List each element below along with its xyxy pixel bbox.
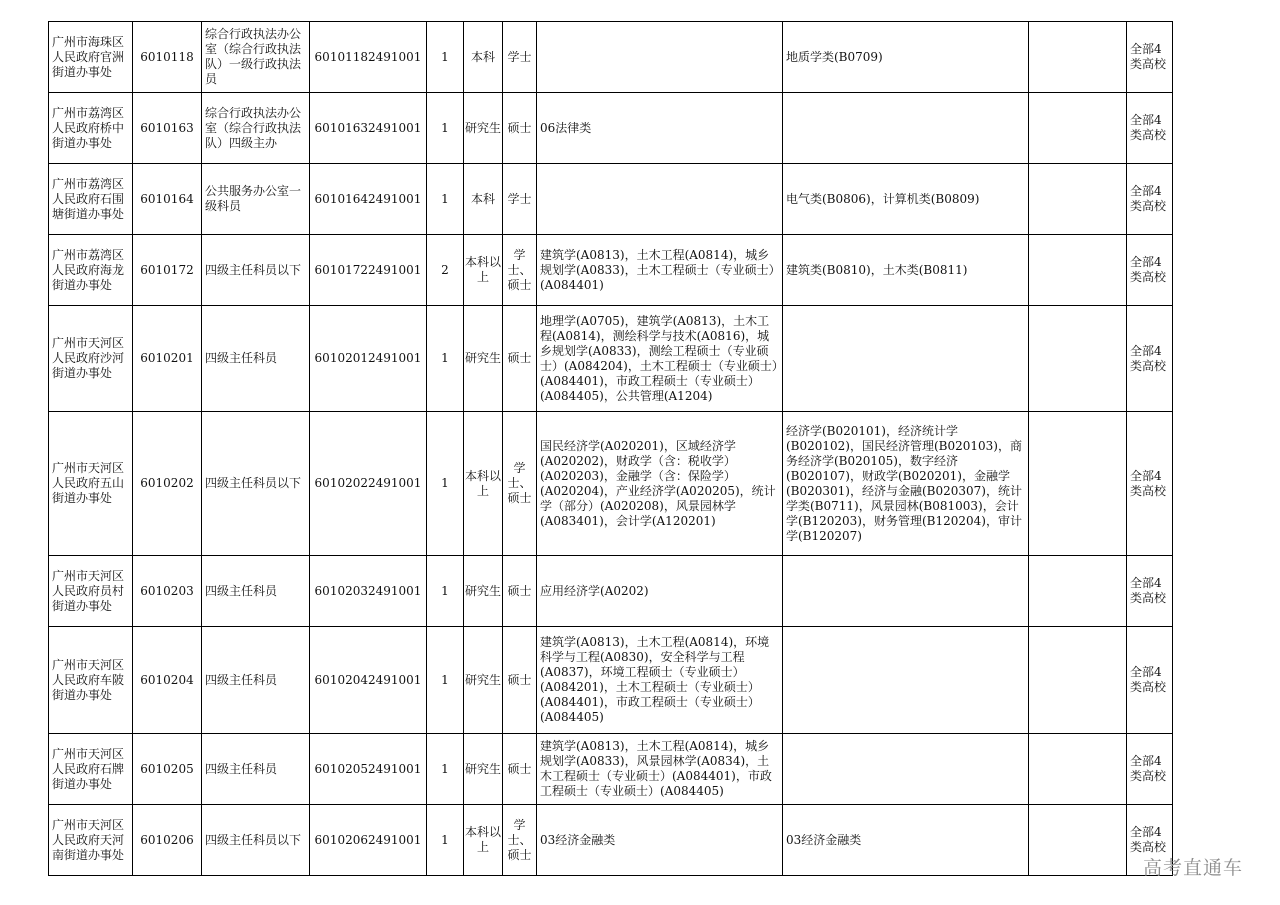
other-requirements-cell	[1029, 627, 1127, 734]
education-cell: 研究生	[464, 93, 503, 164]
degree-cell: 硕士	[503, 306, 537, 412]
school-cell: 全部4类高校	[1127, 235, 1173, 306]
unit-cell: 广州市荔湾区人民政府桥中街道办事处	[49, 93, 133, 164]
watermark: 高考直通车	[1143, 857, 1244, 879]
position-cell: 四级主任科员	[202, 306, 310, 412]
degree-cell: 硕士	[503, 556, 537, 627]
undergrad-major-cell	[783, 306, 1029, 412]
school-cell: 全部4类高校	[1127, 556, 1173, 627]
position-cell: 综合行政执法办公室（综合行政执法队）四级主办	[202, 93, 310, 164]
undergrad-major-cell	[783, 556, 1029, 627]
undergrad-major-cell	[783, 734, 1029, 805]
grad-major-cell: 建筑学(A0813)，土木工程(A0814)，环境科学与工程(A0830)，安全科学与工程(A0837)，环境工程硕士（专业硕士）(A084201)，土木工程硕士（专业硕士）(A084401)，市政工程硕士（专业硕士）(A084405)	[537, 627, 783, 734]
grad-major-cell	[537, 22, 783, 93]
unit-cell: 广州市天河区人民政府员村街道办事处	[49, 556, 133, 627]
unit-code-cell: 6010204	[133, 627, 202, 734]
unit-code-cell: 6010201	[133, 306, 202, 412]
position-cell: 综合行政执法办公室（综合行政执法队）一级行政执法员	[202, 22, 310, 93]
position-cell: 四级主任科员	[202, 556, 310, 627]
other-requirements-cell	[1029, 93, 1127, 164]
unit-code-cell: 6010205	[133, 734, 202, 805]
unit-cell: 广州市天河区人民政府车陂街道办事处	[49, 627, 133, 734]
unit-cell: 广州市天河区人民政府石牌街道办事处	[49, 734, 133, 805]
school-cell: 全部4类高校	[1127, 306, 1173, 412]
grad-major-cell: 应用经济学(A0202)	[537, 556, 783, 627]
education-cell: 研究生	[464, 556, 503, 627]
school-cell: 全部4类高校	[1127, 93, 1173, 164]
count-cell: 1	[427, 22, 464, 93]
unit-cell: 广州市荔湾区人民政府海龙街道办事处	[49, 235, 133, 306]
position-cell: 四级主任科员以下	[202, 412, 310, 556]
position-code-cell: 60101632491001	[310, 93, 427, 164]
table-body	[49, 22, 1173, 876]
table-row	[49, 556, 1173, 627]
position-code-cell: 60101722491001	[310, 235, 427, 306]
position-code-cell: 60102052491001	[310, 734, 427, 805]
count-cell: 1	[427, 93, 464, 164]
education-cell: 研究生	[464, 734, 503, 805]
school-cell: 全部4类高校	[1127, 22, 1173, 93]
position-code-cell: 60102032491001	[310, 556, 427, 627]
position-code-cell: 60102022491001	[310, 412, 427, 556]
undergrad-major-cell: 地质学类(B0709)	[783, 22, 1029, 93]
unit-code-cell: 6010118	[133, 22, 202, 93]
degree-cell: 学士	[503, 22, 537, 93]
education-cell: 研究生	[464, 627, 503, 734]
undergrad-major-cell: 电气类(B0806)，计算机类(B0809)	[783, 164, 1029, 235]
position-cell: 四级主任科员以下	[202, 235, 310, 306]
count-cell: 1	[427, 805, 464, 876]
school-cell: 全部4类高校	[1127, 734, 1173, 805]
grad-major-cell: 03经济金融类	[537, 805, 783, 876]
degree-cell: 硕士	[503, 734, 537, 805]
undergrad-major-cell: 03经济金融类	[783, 805, 1029, 876]
undergrad-major-cell	[783, 93, 1029, 164]
table-row	[49, 412, 1173, 556]
grad-major-cell: 06法律类	[537, 93, 783, 164]
unit-code-cell: 6010203	[133, 556, 202, 627]
position-cell: 四级主任科员以下	[202, 805, 310, 876]
other-requirements-cell	[1029, 805, 1127, 876]
unit-cell: 广州市荔湾区人民政府石围塘街道办事处	[49, 164, 133, 235]
count-cell: 1	[427, 627, 464, 734]
other-requirements-cell	[1029, 556, 1127, 627]
count-cell: 1	[427, 734, 464, 805]
education-cell: 本科以上	[464, 235, 503, 306]
table-row	[49, 22, 1173, 93]
education-cell: 本科以上	[464, 412, 503, 556]
grad-major-cell: 地理学(A0705)，建筑学(A0813)，土木工程(A0814)，测绘科学与技术(A0816)，城乡规划学(A0833)，测绘工程硕士（专业硕士）(A084204)，土木工程硕士（专业硕士）(A084401)，市政工程硕士（专业硕士）(A084405)，公共管理(A1204)	[537, 306, 783, 412]
unit-cell: 广州市天河区人民政府沙河街道办事处	[49, 306, 133, 412]
unit-cell: 广州市海珠区人民政府官洲街道办事处	[49, 22, 133, 93]
position-cell: 四级主任科员	[202, 627, 310, 734]
table-row	[49, 627, 1173, 734]
education-cell: 本科以上	[464, 805, 503, 876]
unit-cell: 广州市天河区人民政府天河南街道办事处	[49, 805, 133, 876]
degree-cell: 学士、硕士	[503, 235, 537, 306]
table-row	[49, 734, 1173, 805]
other-requirements-cell	[1029, 164, 1127, 235]
school-cell: 全部4类高校	[1127, 627, 1173, 734]
table-row	[49, 805, 1173, 876]
other-requirements-cell	[1029, 412, 1127, 556]
unit-code-cell: 6010164	[133, 164, 202, 235]
school-cell: 全部4类高校	[1127, 164, 1173, 235]
table-row	[49, 93, 1173, 164]
count-cell: 1	[427, 412, 464, 556]
table-row	[49, 306, 1173, 412]
education-cell: 研究生	[464, 306, 503, 412]
school-cell: 全部4类高校	[1127, 412, 1173, 556]
position-code-cell: 60102042491001	[310, 627, 427, 734]
table-row	[49, 164, 1173, 235]
count-cell: 1	[427, 556, 464, 627]
position-code-cell: 60102012491001	[310, 306, 427, 412]
education-cell: 本科	[464, 22, 503, 93]
degree-cell: 学士、硕士	[503, 805, 537, 876]
recruitment-table	[48, 21, 1173, 876]
count-cell: 1	[427, 164, 464, 235]
school-cell: 全部4类高校	[1127, 805, 1173, 876]
undergrad-major-cell	[783, 627, 1029, 734]
degree-cell: 学士、硕士	[503, 412, 537, 556]
unit-cell: 广州市天河区人民政府五山街道办事处	[49, 412, 133, 556]
other-requirements-cell	[1029, 734, 1127, 805]
undergrad-major-cell: 经济学(B020101)，经济统计学(B020102)，国民经济管理(B020103)，商务经济学(B020105)，数字经济(B020107)，财政学(B020201)，金融学(B020301)，经济与金融(B020307)，统计学类(B0711)，风景园林(B081003)，会计学(B120203)，财务管理(B120204)，审计学(B120207)	[783, 412, 1029, 556]
count-cell: 2	[427, 235, 464, 306]
position-code-cell: 60102062491001	[310, 805, 427, 876]
other-requirements-cell	[1029, 306, 1127, 412]
grad-major-cell: 国民经济学(A020201)，区域经济学(A020202)，财政学（含：税收学）(A020203)，金融学（含：保险学）(A020204)，产业经济学(A020205)，统计学（部分）(A020208)，风景园林学(A083401)，会计学(A120201)	[537, 412, 783, 556]
undergrad-major-cell: 建筑类(B0810)，土木类(B0811)	[783, 235, 1029, 306]
other-requirements-cell	[1029, 235, 1127, 306]
degree-cell: 硕士	[503, 93, 537, 164]
other-requirements-cell	[1029, 22, 1127, 93]
count-cell: 1	[427, 306, 464, 412]
table-row	[49, 235, 1173, 306]
grad-major-cell	[537, 164, 783, 235]
unit-code-cell: 6010206	[133, 805, 202, 876]
unit-code-cell: 6010163	[133, 93, 202, 164]
education-cell: 本科	[464, 164, 503, 235]
grad-major-cell: 建筑学(A0813)，土木工程(A0814)，城乡规划学(A0833)，风景园林学(A0834)，土木工程硕士（专业硕士）(A084401)，市政工程硕士（专业硕士）(A084405)	[537, 734, 783, 805]
grad-major-cell: 建筑学(A0813)，土木工程(A0814)，城乡规划学(A0833)，土木工程硕士（专业硕士）(A084401)	[537, 235, 783, 306]
unit-code-cell: 6010202	[133, 412, 202, 556]
degree-cell: 学士	[503, 164, 537, 235]
position-cell: 四级主任科员	[202, 734, 310, 805]
position-code-cell: 60101182491001	[310, 22, 427, 93]
degree-cell: 硕士	[503, 627, 537, 734]
unit-code-cell: 6010172	[133, 235, 202, 306]
position-cell: 公共服务办公室一级科员	[202, 164, 310, 235]
position-code-cell: 60101642491001	[310, 164, 427, 235]
